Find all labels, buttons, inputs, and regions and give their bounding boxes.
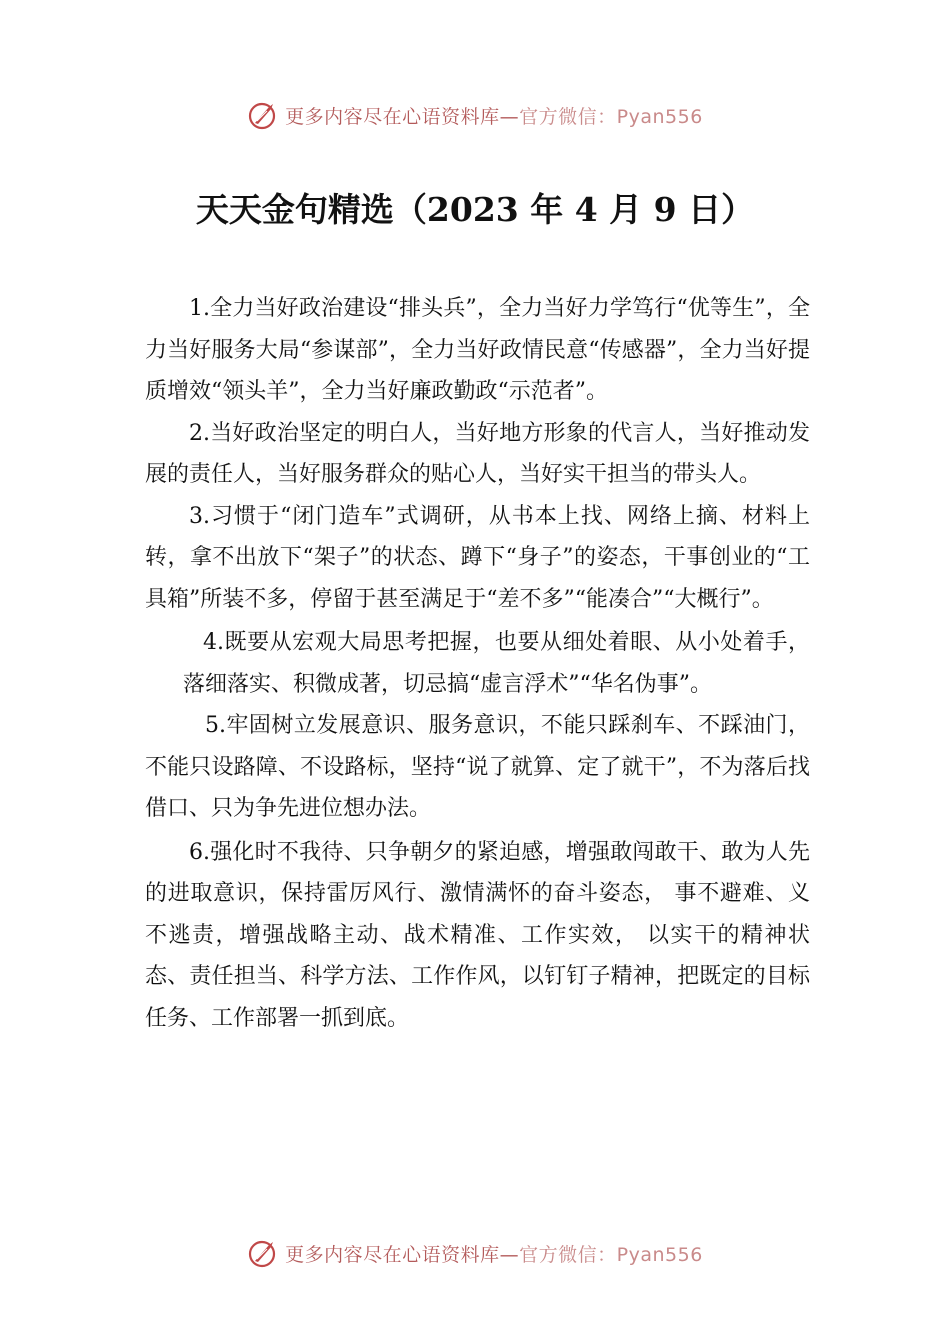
paragraph-4: 4.既要从宏观大局思考把握，也要从细处着眼、从小处着手，落细落实、积微成著，切忌搞“虚言浮术”“华名伪事”。	[183, 630, 810, 697]
banner-wechat: 官方微信：Pyan556	[519, 1243, 703, 1266]
banner-text	[285, 1240, 703, 1267]
paragraph-2: 2.当好政治坚定的明白人，当好地方形象的代言人，当好推动发展的责任人，当好服务群众的贴心人，当好实干担当的带头人。	[145, 420, 810, 487]
paragraph-5: 5.牢固树立发展意识、服务意识，不能只踩刹车、不踩油门，不能只设路障、不设路标，坚持“说了就算、定了就干”，不为落后找借口、只为争先进位想办法。	[145, 713, 810, 821]
document-body	[145, 288, 810, 1039]
banner-wechat: 官方微信：Pyan556	[519, 105, 703, 128]
footer-banner	[0, 1233, 950, 1273]
paragraph-6: 6.强化时不我待、只争朝夕的紧迫感，增强敢闯敢干、敢为人先的进取意识，保持雷厉风行、激情满怀的奋斗姿态， 事不避难、义不逃责，增强战略主动、战术精准、工作实效， 以实干的精神状态、责任担当、科学方法、工作作风，以钉钉子精神，把既定的目标任务、工作部署一抓到底。	[145, 839, 810, 1031]
banner-promo: 更多内容尽在心语资料库—	[285, 105, 520, 128]
page-title: 天天金句精选（2023 年 4 月 9 日）	[195, 190, 755, 229]
quill-logo-icon	[247, 99, 279, 131]
banner-promo: 更多内容尽在心语资料库—	[285, 1243, 520, 1266]
paragraph-1: 1.全力当好政治建设“排头兵”，全力当好力学笃行“优等生”，全力当好服务大局“参谋部”，全力当好政情民意“传感器”，全力当好提质增效“领头羊”，全力当好廉政勤政“示范者”。	[145, 296, 810, 404]
quill-logo-icon	[247, 1237, 279, 1269]
paragraph-3: 3.习惯于“闭门造车”式调研，从书本上找、网络上摘、材料上转，拿不出放下“架子”的状态、蹲下“身子”的姿态，干事创业的“工具箱”所装不多，停留于甚至满足于“差不多”“能凑合”“大概行”。	[145, 503, 810, 612]
header-banner	[0, 95, 950, 135]
banner-text	[285, 102, 703, 129]
